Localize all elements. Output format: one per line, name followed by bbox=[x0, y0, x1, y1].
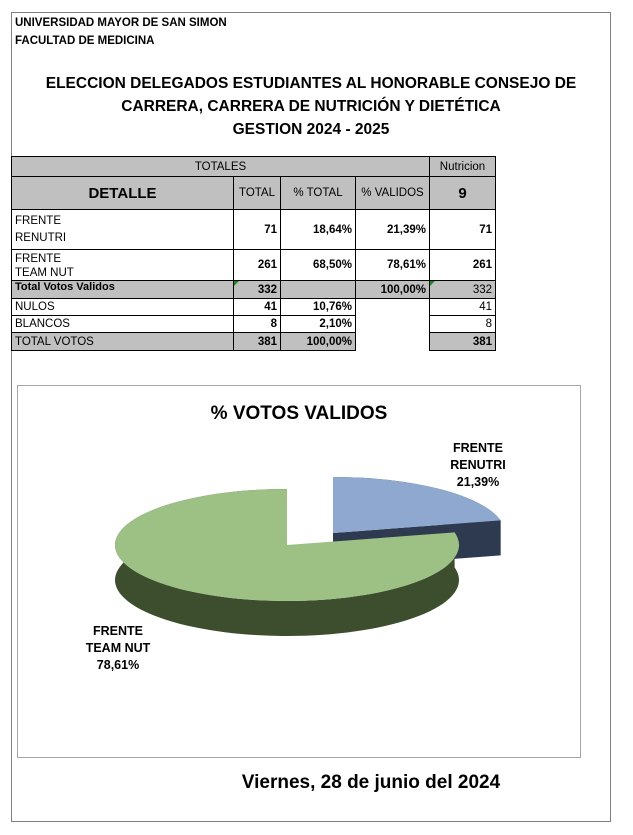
nulos-label: NULOS bbox=[12, 299, 234, 316]
table-row bbox=[12, 210, 496, 250]
title-line-1: ELECCION DELEGADOS ESTUDIANTES AL HONORABLE CONSEJO DE bbox=[45, 75, 577, 92]
row-label-teamnut bbox=[12, 250, 234, 281]
table-row bbox=[12, 250, 496, 281]
university-name: UNIVERSIDAD MAYOR DE SAN SIMON bbox=[15, 17, 227, 29]
total-votos-label: TOTAL VOTOS bbox=[12, 333, 234, 351]
validos-pct-total bbox=[281, 281, 356, 299]
table-header-row-1 bbox=[12, 157, 496, 177]
footer-date: Viernes, 28 de junio del 2024 bbox=[241, 772, 501, 793]
total-votos-nutricion: 381 bbox=[430, 333, 496, 351]
total-votos-pct-total: 100,00% bbox=[281, 333, 356, 351]
title-line-3: GESTION 2024 - 2025 bbox=[232, 121, 390, 138]
label-renutri bbox=[440, 440, 516, 491]
label-teamnut-pct: 78,61% bbox=[96, 658, 140, 672]
renutri-nutricion: 71 bbox=[430, 210, 496, 250]
teamnut-total: 261 bbox=[234, 250, 281, 281]
table-row bbox=[12, 281, 496, 299]
totales-header: TOTALES bbox=[12, 157, 430, 177]
blancos-nutricion: 8 bbox=[430, 316, 496, 333]
teamnut-label-line-2: TEAM NUT bbox=[15, 267, 74, 279]
renutri-total: 71 bbox=[234, 210, 281, 250]
nutricion-header: Nutricion bbox=[430, 157, 496, 177]
blancos-total: 8 bbox=[234, 316, 281, 333]
validos-pct-validos: 100,00% bbox=[356, 281, 430, 299]
label-teamnut bbox=[76, 623, 160, 674]
detalle-header: DETALLE bbox=[12, 177, 234, 210]
teamnut-label-line-1: FRENTE bbox=[15, 253, 61, 265]
teamnut-pct-total: 68,50% bbox=[281, 250, 356, 281]
nulos-total: 41 bbox=[234, 299, 281, 316]
renutri-pct-validos: 21,39% bbox=[356, 210, 430, 250]
row-label-renutri bbox=[12, 210, 234, 250]
blancos-pct-total: 2,10% bbox=[281, 316, 356, 333]
renutri-label-line-1: FRENTE bbox=[15, 214, 61, 227]
label-teamnut-line-2: TEAM NUT bbox=[85, 641, 151, 655]
label-renutri-line-1: FRENTE bbox=[453, 441, 503, 455]
total-votos-total: 381 bbox=[234, 333, 281, 351]
renutri-pct-total: 18,64% bbox=[281, 210, 356, 250]
chart-title: % VOTOS VALIDOS bbox=[210, 403, 388, 424]
label-renutri-pct: 21,39% bbox=[456, 475, 500, 489]
results-table bbox=[11, 156, 496, 351]
pct-validos-header: % VALIDOS bbox=[356, 177, 430, 210]
nulos-pct-total: 10,76% bbox=[281, 299, 356, 316]
validos-nutricion: 332 bbox=[430, 281, 496, 299]
nulos-nutricion: 41 bbox=[430, 299, 496, 316]
table-header-row-2 bbox=[12, 177, 496, 210]
renutri-label-line-2: RENUTRI bbox=[15, 231, 67, 244]
pct-total-header: % TOTAL bbox=[281, 177, 356, 210]
label-teamnut-line-1: FRENTE bbox=[93, 624, 143, 638]
empty-validos-cell bbox=[356, 299, 430, 351]
blancos-label: BLANCOS bbox=[12, 316, 234, 333]
faculty-name: FACULTAD DE MEDICINA bbox=[15, 35, 155, 47]
teamnut-pct-validos: 78,61% bbox=[356, 250, 430, 281]
teamnut-nutricion: 261 bbox=[430, 250, 496, 281]
nutricion-count: 9 bbox=[430, 177, 496, 210]
title-line-2: CARRERA, CARRERA DE NUTRICIÓN Y DIETÉTICA bbox=[121, 98, 501, 115]
table-row bbox=[12, 299, 496, 316]
total-header: TOTAL bbox=[234, 177, 281, 210]
validos-total: 332 bbox=[234, 281, 281, 299]
label-renutri-line-2: RENUTRI bbox=[450, 458, 506, 472]
validos-label: Total Votos Validos bbox=[12, 281, 234, 299]
